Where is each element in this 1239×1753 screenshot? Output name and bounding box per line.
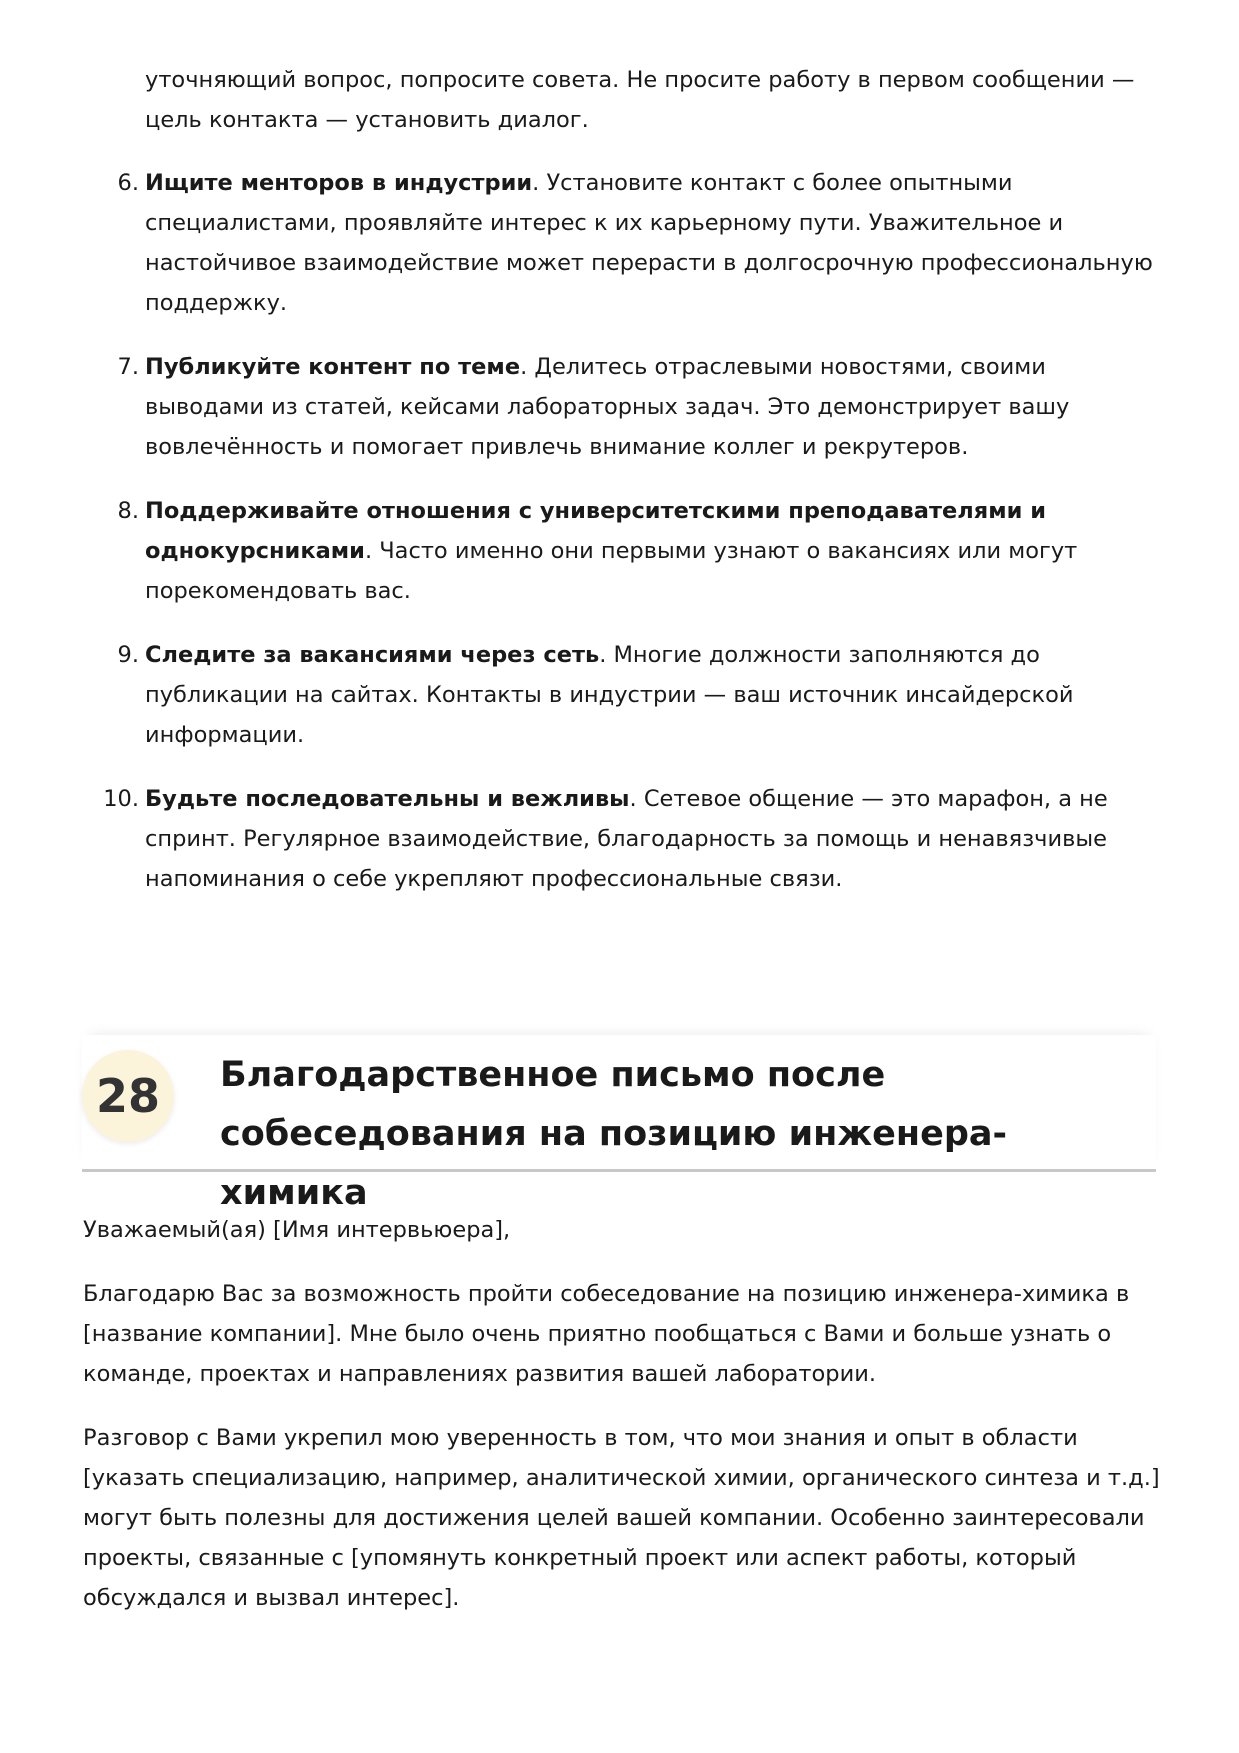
list-item-heading: Ищите менторов в индустрии <box>145 170 533 196</box>
list-item-heading: Следите за вакансиями через сеть <box>145 642 600 668</box>
list-item-number: 6. <box>117 170 139 196</box>
list-item-heading: Будьте последовательны и вежливы <box>145 786 630 812</box>
section-number-badge: 28 <box>82 1050 174 1142</box>
section-title: Благодарственное письмо после собеседования на позицию инженера-химика <box>220 1055 1008 1213</box>
list-item-text: . Сетевое общение — это марафон, а не спринт. Регулярное взаимодействие, благодарность за помощь и ненавязчивые напоминания о себе укрепляют профессиональные связи. <box>145 786 1108 892</box>
list-item-continuation: уточняющий вопрос, попросите совета. Не просите работу в первом сообщении — цель контакта — установить диалог. <box>145 67 1135 133</box>
tips-list <box>0 163 1239 923</box>
section-header <box>82 1035 1156 1213</box>
list-item <box>0 491 1155 611</box>
list-item-number: 9. <box>117 642 139 668</box>
list-item-text: . Установите контакт с более опытными специалистами, проявляйте интерес к их карьерному пути. Уважительное и настойчивое взаимодействие может перерасти в долгосрочную профессиональную поддержку. <box>145 170 1153 316</box>
list-item-number: 7. <box>117 354 139 380</box>
list-item-number: 8. <box>117 498 139 524</box>
list-item-text: . Делитесь отраслевыми новостями, своими выводами из статей, кейсами лабораторных задач. Это демонстрирует вашу вовлечённость и помогает привлечь внимание коллег и рекрутеров. <box>145 354 1070 460</box>
list-item-number: 10. <box>103 786 139 812</box>
letter-body <box>83 1210 1163 1642</box>
list-item <box>0 635 1155 755</box>
list-item-text: . Многие должности заполняются до публикации на сайтах. Контакты в индустрии — ваш источник инсайдерской информации. <box>145 642 1074 748</box>
list-item-text: . Часто именно они первыми узнают о вакансиях или могут порекомендовать вас. <box>145 538 1078 604</box>
list-item <box>0 163 1155 323</box>
letter-greeting: Уважаемый(ая) [Имя интервьюера], <box>83 1217 511 1243</box>
letter-paragraph-1: Благодарю Вас за возможность пройти собеседование на позицию инженера-химика в [название компании]. Мне было очень приятно пообщаться с Вами и больше узнать о команде, проектах и направлениях развития вашей лаборатории. <box>83 1281 1130 1387</box>
letter-paragraph-2: Разговор с Вами укрепил мою уверенность в том, что мои знания и опыт в области [указать специализацию, например, аналитической химии, органического синтеза и т.д.] могут быть полезны для достижения целей вашей компании. Особенно заинтересовали проекты, связанные с [упомянуть конкретный проект или аспект работы, который обсуждался и вызвал интерес]. <box>83 1425 1160 1611</box>
list-item <box>0 347 1155 467</box>
list-item-heading: Поддерживайте отношения с университетскими преподавателями и однокурсниками <box>145 498 1046 564</box>
list-item <box>0 779 1155 899</box>
list-item-heading: Публикуйте контент по теме <box>145 354 521 380</box>
